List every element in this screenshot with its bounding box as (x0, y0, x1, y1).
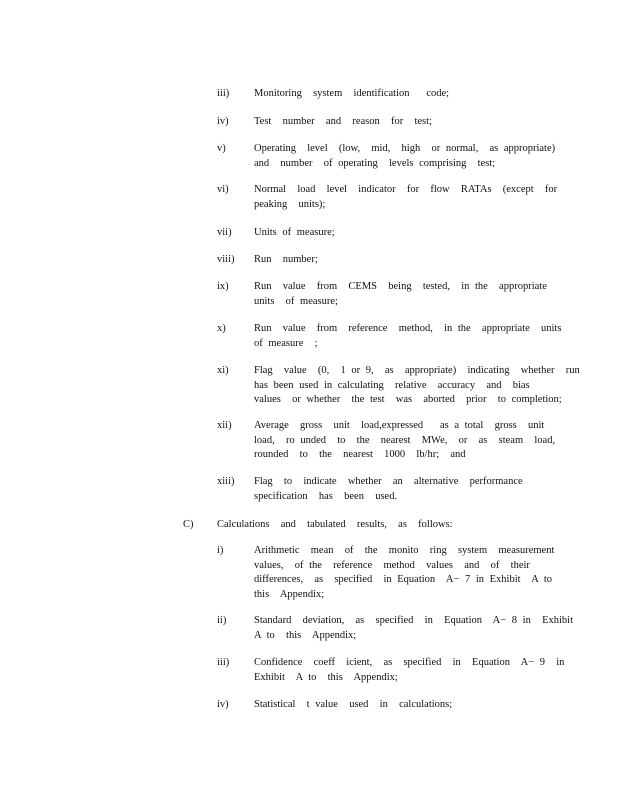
list-item-text: Run number; (254, 254, 318, 265)
section-title: Calculations and tabulated results, as follows: (217, 519, 453, 530)
list-item-text: Test number and reason for test; (254, 116, 432, 127)
list-item-number: v) (217, 143, 226, 154)
list-item-text: Operating level (low, mid, high or normal, as appropriate) and number of operating levels comprising test; (254, 143, 556, 169)
list-item-number: viii) (217, 254, 235, 265)
list-item-text: Monitoring system identification code; (254, 88, 450, 99)
list-item-text: Average gross unit load,expressed as a total gross unit load, ro unded to the nearest MWe, or as steam load, rounded to the nearest 1000 lb/hr; and (254, 420, 556, 460)
list-item-number: ii) (217, 615, 227, 626)
list-item-number: vi) (217, 184, 229, 195)
list-item-number: iv) (217, 699, 229, 710)
list-item-text: Arithmetic mean of the monito ring system measurement values, of the reference method values and of their differences, as specified in Equation A− 7 in Exhibit A to this Appendix; (254, 545, 555, 600)
list-item-text: Standard deviation, as specified in Equation A− 8 in Exhibit A to this Appendix; (254, 615, 574, 641)
list-item-text: Flag value (0, 1 or 9, as appropriate) indicating whether run has been used in calculating relative accuracy and bias values or whether the test was aborted prior to completion; (254, 365, 580, 405)
list-item-number: iii) (217, 657, 230, 668)
list-item-number: i) (217, 545, 224, 556)
list-item-number: xi) (217, 365, 229, 376)
list-item-text: Run value from CEMS being tested, in the appropriate units of measure; (254, 281, 547, 307)
list-item-text: Normal load level indicator for flow RATAs (except for peaking units); (254, 184, 558, 210)
section-letter: C) (183, 519, 194, 530)
list-item-number: iv) (217, 116, 229, 127)
list-item-number: iii) (217, 88, 230, 99)
list-item-number: xiii) (217, 476, 235, 487)
list-item-text: Run value from reference method, in the appropriate units of measure ; (254, 323, 562, 349)
list-item-number: x) (217, 323, 226, 334)
list-item-number: xii) (217, 420, 232, 431)
list-item-text: Confidence coeff icient, as specified in Equation A− 9 in Exhibit A to this Appendix; (254, 657, 565, 683)
list-item-text: Flag to indicate whether an alternative performance specification has been used. (254, 476, 523, 502)
list-item-text: Statistical t value used in calculations; (254, 699, 453, 710)
list-item-number: ix) (217, 281, 229, 292)
list-item-text: Units of measure; (254, 227, 335, 238)
list-item-number: vii) (217, 227, 232, 238)
